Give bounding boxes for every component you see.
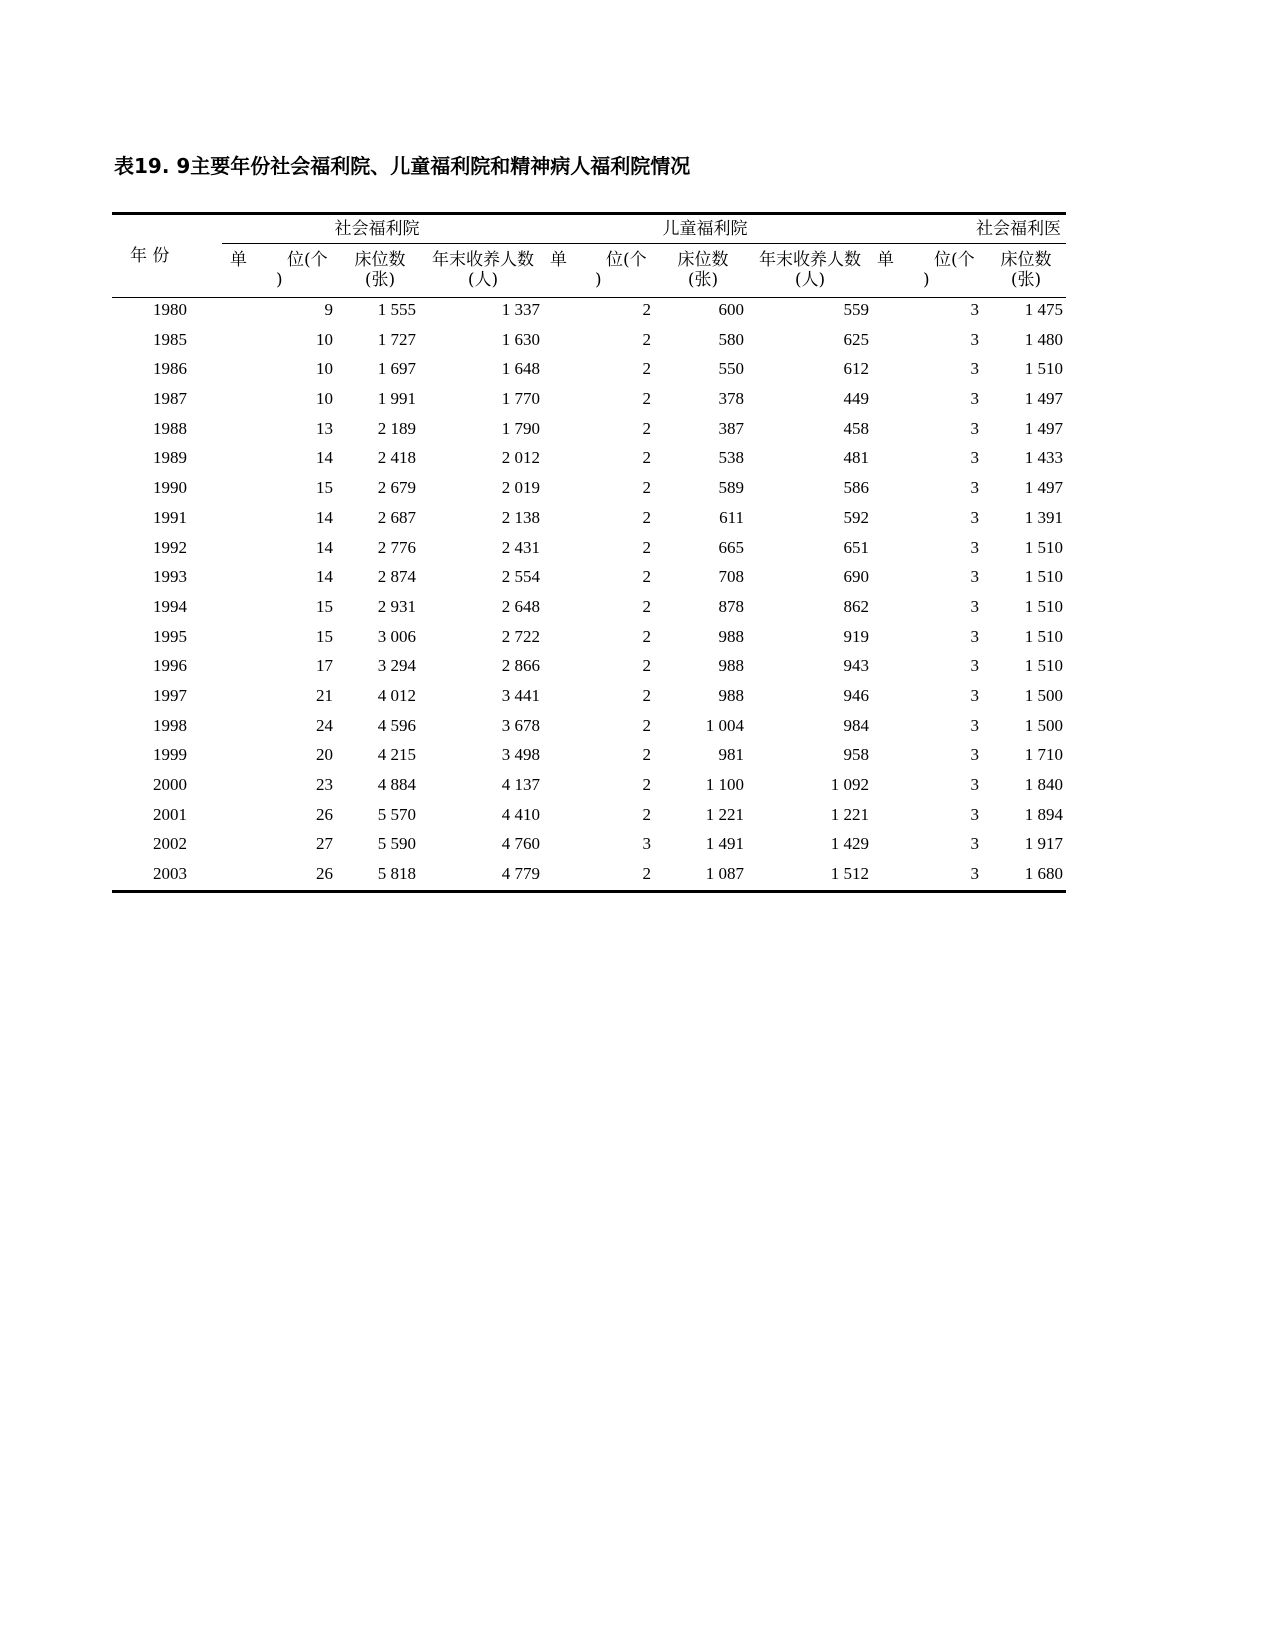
beds-header-2a: 床位数 [677,250,729,270]
cell-people-1: 4 137 [501,775,540,794]
beds-header-1a: 床位数 [354,250,406,270]
cell-units-2: 3 [642,834,651,854]
cell-beds-1: 1 555 [377,300,416,319]
cell-beds-1: 3 294 [377,656,416,676]
cell-beds-2: 981 [718,745,744,765]
cell-units-1: 27 [316,834,333,854]
cell-year: 2002 [153,834,187,854]
table-row [0,567,1275,597]
cell-beds-2: 1 087 [705,864,744,884]
top-rule [112,212,1066,215]
cell-units-1: 24 [316,715,333,735]
cell-people-2: 559 [843,300,869,319]
cell-beds-3: 1 497 [1024,478,1063,498]
cell-beds-1: 3 006 [377,626,416,646]
cell-beds-1: 1 727 [377,329,416,349]
cell-beds-2: 600 [718,300,744,319]
cell-year: 2001 [153,804,187,824]
table-row [0,627,1275,657]
cell-people-2: 862 [843,596,869,616]
table-row [0,508,1275,538]
cell-year: 1992 [153,537,187,557]
cell-beds-3: 1 475 [1024,300,1063,319]
cell-beds-3: 1 500 [1024,715,1063,735]
cell-units-2: 2 [642,596,651,616]
cell-year: 1989 [153,448,187,468]
table-row [0,419,1275,449]
cell-year: 1991 [153,507,187,527]
cell-units-2: 2 [642,567,651,587]
cell-beds-1: 4 884 [377,775,416,794]
table-row [0,716,1275,746]
cell-units-2: 2 [642,685,651,705]
cell-people-2: 946 [843,685,869,705]
cell-units-3: 3 [970,329,979,349]
cell-people-2: 984 [843,715,869,735]
cell-units-2: 2 [642,507,651,527]
cell-year: 1990 [153,478,187,498]
cell-people-2: 651 [843,537,869,557]
cell-people-1: 4 779 [501,864,540,884]
cell-people-1: 2 012 [501,448,540,468]
cell-beds-3: 1 917 [1024,834,1063,854]
cell-units-3: 3 [970,478,979,498]
cell-beds-2: 550 [718,359,744,379]
cell-units-3: 3 [970,864,979,884]
cell-beds-2: 387 [718,418,744,438]
cell-beds-3: 1 710 [1024,745,1063,765]
cell-beds-3: 1 497 [1024,389,1063,409]
year-header: 年 份 [130,246,170,266]
cell-beds-2: 1 221 [705,804,744,824]
cell-year: 1987 [153,389,187,409]
cell-units-3: 3 [970,300,979,319]
cell-units-3: 3 [970,389,979,409]
cell-people-1: 3 678 [501,715,540,735]
cell-year: 1980 [153,300,187,319]
cell-year: 1993 [153,567,187,587]
table-row [0,805,1275,835]
table-row [0,745,1275,775]
units-header-2c: ) [595,270,602,290]
cell-beds-3: 1 510 [1024,596,1063,616]
cell-units-2: 2 [642,300,651,319]
units-header-3b: 位(个 [934,250,975,270]
cell-units-1: 10 [316,359,333,379]
cell-people-2: 449 [843,389,869,409]
cell-people-1: 3 498 [501,745,540,765]
cell-units-1: 13 [316,418,333,438]
units-header-1a: 单 [230,250,247,270]
cell-beds-2: 611 [719,507,744,527]
cell-beds-2: 538 [718,448,744,468]
cell-beds-3: 1 510 [1024,567,1063,587]
table-row [0,686,1275,716]
cell-people-1: 1 337 [501,300,540,319]
people-header-1a: 年末收养人数 [432,250,534,270]
cell-year: 1995 [153,626,187,646]
cell-beds-3: 1 510 [1024,359,1063,379]
cell-people-2: 458 [843,418,869,438]
cell-beds-2: 580 [718,329,744,349]
units-header-3a: 单 [877,250,894,270]
cell-units-2: 2 [642,478,651,498]
cell-units-1: 17 [316,656,333,676]
cell-beds-2: 1 004 [705,715,744,735]
header-bottom-rule [112,297,1066,298]
cell-beds-2: 665 [718,537,744,557]
cell-units-3: 3 [970,626,979,646]
cell-units-2: 2 [642,626,651,646]
cell-units-2: 2 [642,656,651,676]
beds-header-1b: (张) [364,270,396,290]
cell-year: 1999 [153,745,187,765]
cell-people-2: 592 [843,507,869,527]
table-title: 表19. 9主要年份社会福利院、儿童福利院和精神病人福利院情况 [114,154,691,178]
units-header-3c: ) [923,270,930,290]
table-row [0,597,1275,627]
cell-units-2: 2 [642,359,651,379]
cell-people-1: 3 441 [501,685,540,705]
cell-beds-2: 589 [718,478,744,498]
cell-beds-3: 1 510 [1024,626,1063,646]
cell-units-2: 2 [642,389,651,409]
cell-beds-1: 5 818 [377,864,416,884]
cell-units-3: 3 [970,775,979,794]
cell-beds-2: 708 [718,567,744,587]
cell-units-1: 21 [316,685,333,705]
cell-units-3: 3 [970,834,979,854]
cell-people-2: 481 [843,448,869,468]
cell-year: 2000 [153,775,187,794]
cell-people-2: 625 [843,329,869,349]
cell-beds-3: 1 510 [1024,537,1063,557]
cell-units-1: 26 [316,804,333,824]
cell-units-3: 3 [970,715,979,735]
cell-people-1: 1 648 [501,359,540,379]
cell-people-1: 2 648 [501,596,540,616]
table-row [0,359,1275,389]
cell-beds-3: 1 894 [1024,804,1063,824]
beds-header-3b: (张) [1010,270,1042,290]
table-row [0,330,1275,360]
cell-beds-3: 1 510 [1024,656,1063,676]
cell-units-1: 15 [316,596,333,616]
cell-units-1: 9 [324,300,333,319]
cell-beds-1: 2 776 [377,537,416,557]
people-header-2a: 年末收养人数 [759,250,861,270]
cell-people-2: 1 092 [830,775,869,794]
cell-beds-3: 1 500 [1024,685,1063,705]
units-header-2b: 位(个 [606,250,647,270]
cell-units-3: 3 [970,745,979,765]
cell-people-1: 4 410 [501,804,540,824]
cell-beds-1: 2 931 [377,596,416,616]
cell-year: 1997 [153,685,187,705]
cell-units-1: 10 [316,389,333,409]
cell-people-1: 2 138 [501,507,540,527]
cell-units-2: 2 [642,775,651,794]
cell-beds-1: 5 570 [377,804,416,824]
people-header-1b: (人) [467,270,499,290]
cell-units-1: 15 [316,626,333,646]
cell-people-2: 586 [843,478,869,498]
cell-units-3: 3 [970,567,979,587]
cell-people-2: 690 [843,567,869,587]
cell-people-1: 2 019 [501,478,540,498]
cell-units-3: 3 [970,804,979,824]
cell-units-2: 2 [642,804,651,824]
cell-units-1: 14 [316,567,333,587]
cell-people-1: 2 431 [501,537,540,557]
cell-units-1: 15 [316,478,333,498]
cell-beds-2: 1 100 [705,775,744,794]
cell-units-3: 3 [970,656,979,676]
table-row [0,538,1275,568]
table-row [0,864,1275,894]
cell-beds-1: 1 697 [377,359,416,379]
table-body [0,300,1275,894]
cell-units-3: 3 [970,359,979,379]
cell-year: 1985 [153,329,187,349]
cell-beds-2: 878 [718,596,744,616]
table-row [0,834,1275,864]
cell-units-1: 10 [316,329,333,349]
cell-units-3: 3 [970,448,979,468]
cell-beds-1: 2 418 [377,448,416,468]
cell-beds-3: 1 680 [1024,864,1063,884]
table-row [0,775,1275,805]
cell-people-1: 2 722 [501,626,540,646]
cell-units-3: 3 [970,418,979,438]
group-rule [222,243,1066,244]
group-header-children-welfare: 儿童福利院 [662,219,748,239]
cell-people-2: 943 [843,656,869,676]
cell-people-1: 1 790 [501,418,540,438]
cell-year: 2003 [153,864,187,884]
cell-beds-3: 1 433 [1024,448,1063,468]
cell-year: 1996 [153,656,187,676]
cell-people-2: 1 429 [830,834,869,854]
cell-year: 1986 [153,359,187,379]
cell-people-1: 4 760 [501,834,540,854]
cell-beds-2: 988 [718,685,744,705]
cell-beds-1: 2 687 [377,507,416,527]
beds-header-3a: 床位数 [1000,250,1052,270]
group-header-third: 社会福利医 [976,219,1061,239]
units-header-1c: ) [276,270,283,290]
cell-units-1: 23 [316,775,333,794]
cell-people-2: 919 [843,626,869,646]
cell-units-3: 3 [970,596,979,616]
cell-beds-1: 4 596 [377,715,416,735]
cell-units-1: 26 [316,864,333,884]
cell-beds-1: 2 189 [377,418,416,438]
cell-people-2: 1 512 [830,864,869,884]
cell-units-1: 20 [316,745,333,765]
table-row [0,389,1275,419]
cell-units-1: 14 [316,507,333,527]
cell-beds-1: 2 874 [377,567,416,587]
units-header-2a: 单 [550,250,567,270]
table-row [0,300,1275,330]
cell-beds-1: 4 012 [377,685,416,705]
units-header-1b: 位(个 [287,250,328,270]
cell-beds-1: 1 991 [377,389,416,409]
group-header-social-welfare: 社会福利院 [334,219,420,239]
cell-beds-3: 1 391 [1024,507,1063,527]
cell-people-1: 1 630 [501,329,540,349]
cell-people-1: 2 554 [501,567,540,587]
beds-header-2b: (张) [687,270,719,290]
cell-beds-1: 5 590 [377,834,416,854]
table-row [0,478,1275,508]
cell-year: 1988 [153,418,187,438]
cell-units-2: 2 [642,745,651,765]
cell-beds-3: 1 497 [1024,418,1063,438]
cell-units-2: 2 [642,418,651,438]
cell-people-2: 612 [843,359,869,379]
people-header-2b: (人) [794,270,826,290]
cell-beds-1: 4 215 [377,745,416,765]
cell-people-2: 1 221 [830,804,869,824]
cell-beds-3: 1 840 [1024,775,1063,794]
cell-people-2: 958 [843,745,869,765]
cell-units-2: 2 [642,537,651,557]
cell-units-2: 2 [642,448,651,468]
cell-people-1: 1 770 [501,389,540,409]
cell-units-1: 14 [316,537,333,557]
cell-beds-2: 378 [718,389,744,409]
table-row [0,448,1275,478]
cell-units-2: 2 [642,864,651,884]
table-row [0,656,1275,686]
cell-units-1: 14 [316,448,333,468]
cell-beds-2: 988 [718,626,744,646]
cell-units-2: 2 [642,715,651,735]
cell-beds-1: 2 679 [377,478,416,498]
cell-beds-2: 988 [718,656,744,676]
cell-people-1: 2 866 [501,656,540,676]
cell-units-3: 3 [970,537,979,557]
cell-beds-3: 1 480 [1024,329,1063,349]
cell-year: 1998 [153,715,187,735]
cell-year: 1994 [153,596,187,616]
cell-units-2: 2 [642,329,651,349]
cell-units-3: 3 [970,507,979,527]
cell-units-3: 3 [970,685,979,705]
cell-beds-2: 1 491 [705,834,744,854]
